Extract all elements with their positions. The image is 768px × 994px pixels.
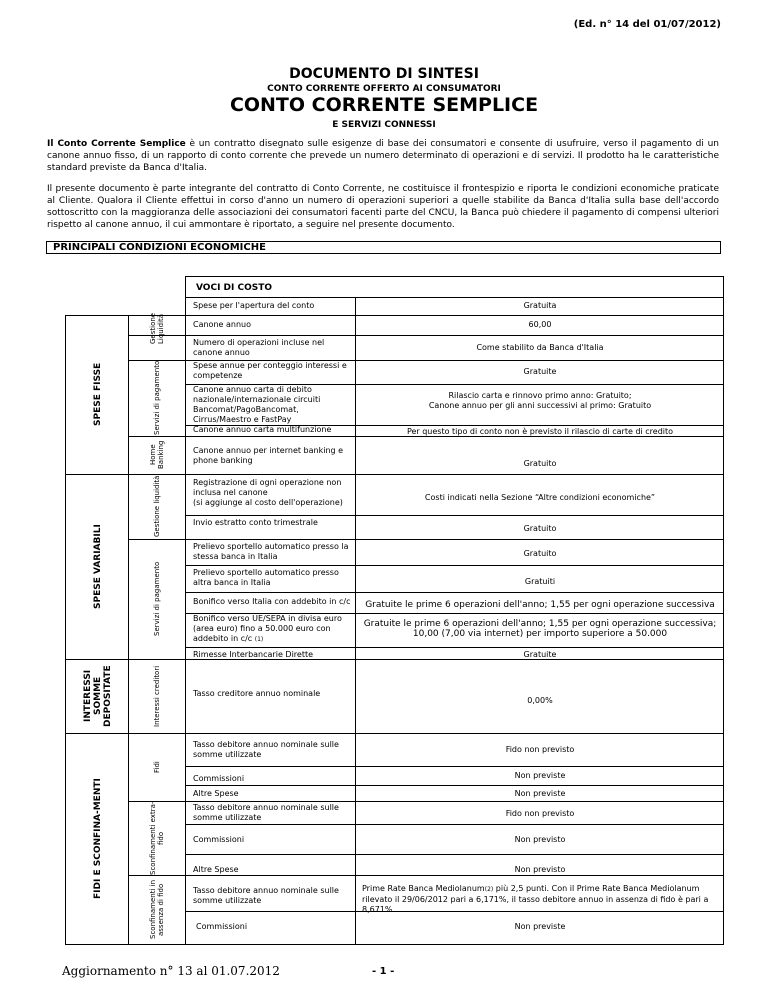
row-value: Non previste [514, 771, 566, 780]
product-subtitle: E SERVIZI CONNESSI [332, 120, 436, 130]
row-label: Numero di operazioni incluse nel canone annuo [193, 338, 325, 357]
row-label: Altre Spese [193, 865, 239, 874]
row-label: Canone annuo per internet banking e phone banking [193, 446, 344, 465]
edition-label: (Ed. n° 14 del 01/07/2012) [573, 19, 721, 30]
document-subtitle: CONTO CORRENTE OFFERTO AI CONSUMATORI [267, 84, 501, 94]
row-label: Commissioni [193, 774, 245, 783]
row-value: Gratuito [523, 524, 557, 533]
row-label: Prelievo sportello automatico presso la stessa banca in Italia [193, 542, 349, 561]
row-label: Altre Spese [193, 789, 239, 798]
row-value: Gratuiti [524, 577, 556, 586]
row-value: Gratuita [523, 301, 557, 310]
row-value: Gratuite le prime 6 operazioni dell'anno; 1,55 per ogni operazione successiva [365, 600, 715, 610]
group-interessi: INTERESSI SOMME DEPOSITATE [83, 665, 113, 727]
intro-product-name: Il Conto Corrente Semplice [47, 139, 186, 149]
row-value: Rilascio carta e rinnovo primo anno: Gratuito; Canone annuo per gli anni successivi al primo: Gratuito [428, 391, 652, 410]
footer-update: Aggiornamento n° 13 al 01.07.2012 [62, 964, 280, 978]
prime-rate-text: più 2,5 punti. Con il Prime Rate Banca Mediolanum rilevato il 29/06/2012 pari a 6,171%, il tasso debitore annuo in assenza di fido è pari a 8,671%. [362, 884, 709, 914]
footnote-ref: (2) [484, 886, 494, 893]
subgroup-gestione-liquidita-1: Gestione Liquidità [149, 312, 165, 345]
row-label: Tasso creditore annuo nominale [193, 689, 321, 698]
prime-rate-label: Prime Rate Banca Mediolanum [362, 884, 485, 893]
row-label: Spese per l'apertura del conto [193, 301, 315, 310]
document-title: DOCUMENTO DI SINTESI [289, 66, 479, 82]
row-label: Spese annue per conteggio interessi e competenze [193, 361, 347, 380]
row-value: Fido non previsto [505, 745, 575, 754]
intro-text-1: è un contratto disegnato sulle esigenze di base dei consumatori e consente di usufruire, verso il pagamento di un canone annuo fisso, di un rapporto di conto corrente che prevede un numero determinato di operazioni e di servizi. Il prodotto ha le caratteristiche standard previste da Banca d'Italia. [47, 139, 719, 173]
row-label-text: Bonifico verso UE/SEPA in divisa euro (area euro) fino a 50.000 euro con addebito in c/c [193, 614, 342, 643]
subgroup-fidi: Fidi [153, 761, 161, 773]
row-value: Gratuito [523, 459, 557, 468]
group-spese-variabili: SPESE VARIABILI [93, 524, 103, 609]
subgroup-servizi-pagamento-1: Servizi di pagamento [153, 360, 161, 436]
row-value: Gratuito [523, 549, 557, 558]
row-label: Canone annuo [193, 320, 251, 329]
row-value: Gratuite [523, 650, 557, 659]
footnote-ref: (1) [254, 636, 264, 643]
subgroup-gestione-liquidita-2: Gestione liquidità [153, 475, 161, 538]
row-value: Gratuite [523, 367, 557, 376]
row-label: Invio estratto conto trimestrale [193, 518, 318, 527]
subgroup-sconfinamenti-extra-fido: Sconfinamenti extra-fido [149, 801, 165, 875]
row-label: Tasso debitore annuo nominale sulle somme utilizzate [193, 886, 339, 905]
row-label: Canone annuo carta di debito nazionale/internazionale circuiti Bancomat/PagoBancomat, Cirrus/Maestro e FastPay [193, 385, 321, 424]
row-value: Non previste [514, 789, 566, 798]
section-title: PRINCIPALI CONDIZIONI ECONOMICHE [46, 241, 721, 254]
row-value: Per questo tipo di conto non è previsto il rilascio di carte di credito [406, 427, 674, 436]
row-value: Fido non previsto [505, 809, 575, 818]
row-label: Prelievo sportello automatico presso altra banca in Italia [193, 568, 339, 587]
row-value: Non previsto [514, 865, 566, 874]
row-label: Bonifico verso Italia con addebito in c/c [193, 597, 351, 606]
group-fidi: FIDI E SCONFINA-MENTI [93, 778, 103, 899]
row-label: Rimesse Interbancarie Dirette [193, 650, 314, 659]
row-label: Tasso debitore annuo nominale sulle somme utilizzate [193, 740, 339, 759]
subgroup-interessi-creditori: Interessi creditori [153, 665, 161, 727]
row-label [193, 614, 351, 645]
row-value: Come stabilito da Banca d'Italia [476, 343, 604, 352]
row-value: Non previsto [514, 835, 566, 844]
row-value: Gratuite le prime 6 operazioni dell'anno; 1,55 per ogni operazione successiva; 10,00 (7,00 via internet) per importo superiore a 50.000 [363, 619, 717, 639]
row-label: Registrazione di ogni operazione non inclusa nel canone (si aggiunge al costo dell'operazione) [193, 478, 343, 507]
row-label: Tasso debitore annuo nominale sulle somme utilizzate [193, 803, 339, 822]
row-value: 0,00% [527, 696, 553, 705]
subgroup-servizi-pagamento-2: Servizi di pagamento [153, 561, 161, 637]
subgroup-home-banking: Home Banking [149, 440, 165, 470]
row-value: Non previste [514, 922, 566, 931]
row-value: 60,00 [528, 320, 552, 329]
row-label: Commissioni [193, 835, 245, 844]
row-label: Canone annuo carta multifunzione [193, 425, 332, 434]
row-value: Costi indicati nella Sezione “Altre condizioni economiche” [424, 493, 656, 502]
row-value [362, 884, 718, 915]
product-title: CONTO CORRENTE SEMPLICE [229, 94, 539, 116]
table-header: VOCI DI COSTO [196, 283, 273, 293]
group-spese-fisse: SPESE FISSE [93, 362, 103, 427]
intro-paragraph-2: Il presente documento è parte integrante del contratto di Conto Corrente, ne costituisce il frontespizio e riporta le condizioni economiche praticate al Cliente. Qualora il Cliente effettui in corso d'anno un numero di operazioni superiori a quelle stabilite da Banca d'Italia sulla base dell'accordo sottoscritto con la maggioranza delle associazioni dei consumatori facenti parte del CNCU, la Banca può chiedere il pagamento di compensi ulteriori rispetto al canone annuo, il cui ammontare è riportato, a seguire nel presente documento. [47, 184, 719, 230]
subgroup-sconfinamenti-assenza-fido: Sconfinamenti in assenza di fido [149, 880, 165, 940]
row-label: Commissioni [196, 922, 248, 931]
page-number: - 1 - [372, 966, 395, 977]
